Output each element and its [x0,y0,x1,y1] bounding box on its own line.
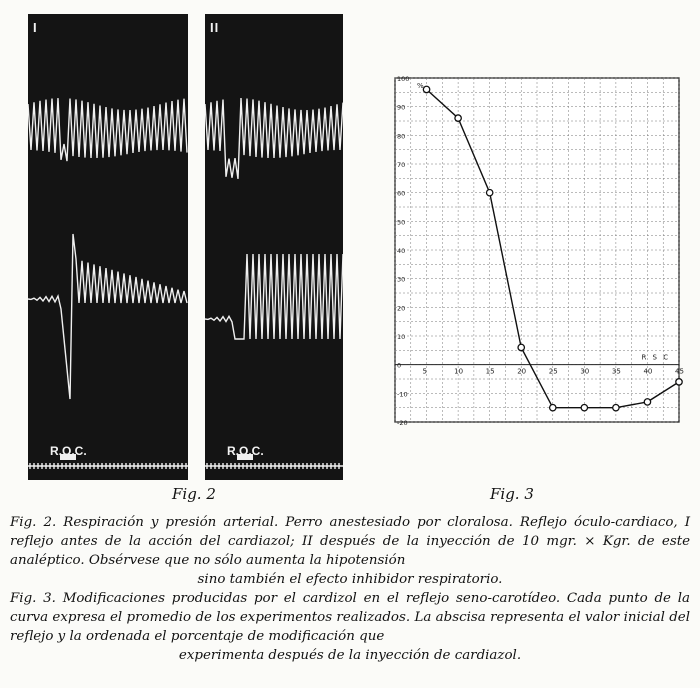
tracing-I-svg [28,14,188,480]
caption-fig3-text: Modificaciones producidas por el cardizol en el reflejo seno-carotídeo. Cada punto de la curva expresa el promedio de los experimentos realizados. La abscisa representa el valor inicial del reflejo y la ordenada el porcentaje de modificación que [10,591,690,644]
x-tick-label: 5 [422,367,428,376]
y-tick-label: 10 [397,333,406,341]
y-tick-label: 60 [397,189,406,198]
y-tick-label: 40 [397,247,406,255]
fig2-label: Fig. 2 [172,485,216,503]
x-tick-label: 30 [580,367,590,376]
caption-fig2 [10,513,690,589]
data-point [486,189,492,195]
y-tick-label: 90 [397,103,406,112]
y-tick-label: -10 [397,390,408,399]
data-point [455,115,461,121]
fig3-chart-svg [383,66,691,432]
caption-fig2-text-end: sino también el efecto inhibidor respiratorio. [197,572,503,587]
panel-II-label: II [210,20,220,35]
caption-fig3 [10,589,690,665]
y-tick-label: 100 [397,75,410,83]
x-tick-label: 20 [517,367,527,376]
x-tick-label: 25 [548,367,558,376]
y-tick-label: 80 [397,132,406,141]
roc-marker-II: R.O.C. [227,444,264,458]
data-point [644,399,650,405]
data-point [518,344,524,350]
x-tick-label: 45 [675,367,684,376]
data-point [613,404,619,410]
pressure-trace [205,254,343,339]
data-point [550,404,556,410]
x-tick-label: 15 [485,367,495,376]
data-point [676,379,682,385]
y-tick-label: 30 [397,275,406,284]
caption-fig2-title: Fig. 2. [10,515,57,530]
data-point [423,86,429,92]
y-tick-label: -20 [397,419,408,427]
data-point [581,404,587,410]
y-axis-label: % [417,82,424,90]
x-tick-label: 10 [454,367,464,376]
tracing-II-svg [205,14,343,480]
y-tick-label: 0 [397,361,402,370]
tracing-panel-I [28,14,188,480]
y-tick-label: 20 [397,304,406,313]
x-axis-label: R S C [641,353,671,362]
respiration-trace [205,98,343,179]
x-tick-label: 40 [643,367,653,376]
tracing-panel-II [205,14,343,480]
caption-fig3-text-end: experimenta después de la inyección de cardiazol. [178,648,522,663]
pressure-trace [28,234,187,399]
x-tick-label: 35 [611,367,621,376]
y-tick-label: 70 [397,161,406,169]
fig3-chart [383,66,691,432]
fig3-label: Fig. 3 [490,485,534,503]
y-tick-label: 50 [397,218,406,227]
caption-fig2-text: Respiración y presión arterial. Perro anestesiado por cloralosa. Reflejo óculo-cardiaco, I reflejo antes de la acción del cardiazol; II después de la inyección de 10 mgr. × Kgr. de este analéptico. Obsérvese que no sólo aumenta la hipotensión [10,515,690,568]
panel-I-label: I [33,20,38,35]
roc-marker-I: R.O.C. [50,444,87,458]
caption-fig3-title: Fig. 3. [10,591,56,606]
figure-caption [10,513,690,665]
respiration-trace [28,98,187,161]
